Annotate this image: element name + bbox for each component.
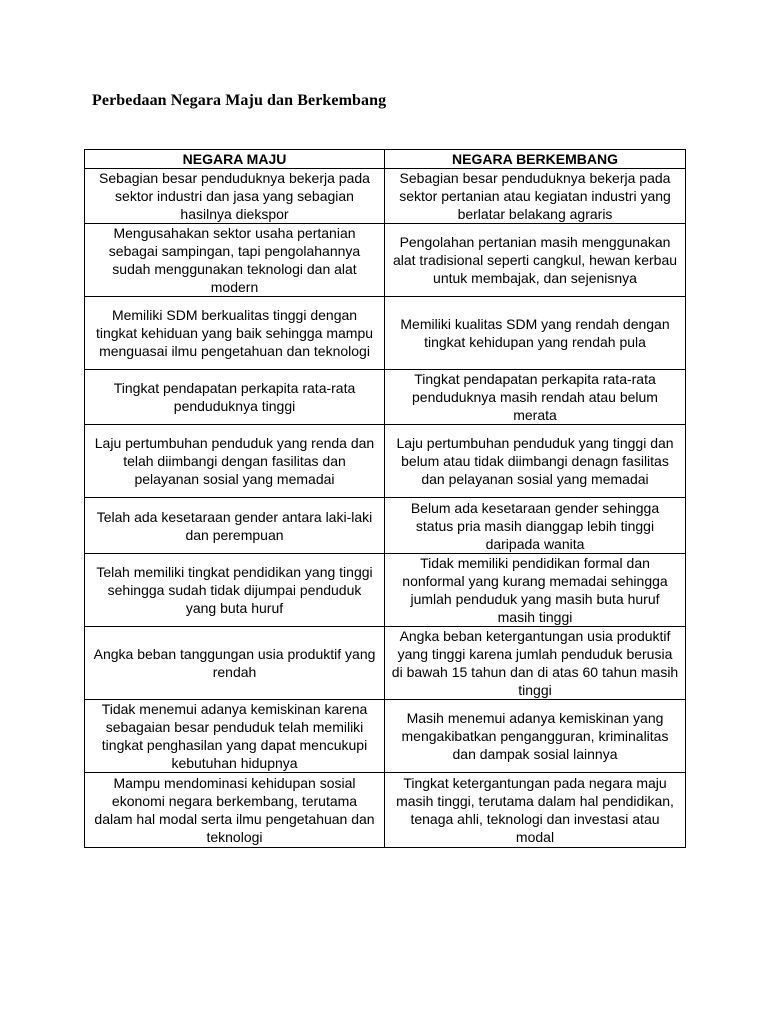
table-row [85, 773, 686, 848]
cell-negara-berkembang: Laju pertumbuhan penduduk yang tinggi dan belum atau tidak diimbangi denagn fasilitas dan pelayanan sosial yang memadai [385, 425, 686, 498]
cell-negara-berkembang: Masih menemui adanya kemiskinan yang mengakibatkan pengangguran, kriminalitas dan dampak sosial lainnya [385, 700, 686, 773]
table-row [85, 224, 686, 297]
column-header-negara-maju: NEGARA MAJU [85, 150, 385, 169]
cell-negara-berkembang: Tingkat ketergantungan pada negara maju masih tinggi, terutama dalam hal pendidikan, tenaga ahli, teknologi dan investasi atau modal [385, 773, 686, 848]
column-header-negara-berkembang: NEGARA BERKEMBANG [385, 150, 686, 169]
cell-negara-maju: Sebagian besar penduduknya bekerja pada sektor industri dan jasa yang sebagian hasilnya diekspor [85, 169, 385, 224]
document-title: Perbedaan Negara Maju dan Berkembang [92, 92, 387, 109]
cell-negara-maju: Telah ada kesetaraan gender antara laki-laki dan perempuan [85, 498, 385, 554]
cell-negara-maju: Mengusahakan sektor usaha pertanian sebagai sampingan, tapi pengolahannya sudah menggunakan teknologi dan alat modern [85, 224, 385, 297]
cell-negara-maju: Angka beban tanggungan usia produktif yang rendah [85, 627, 385, 700]
cell-negara-maju: Memiliki SDM berkualitas tinggi dengan tingkat kehiduan yang baik sehingga mampu menguasai ilmu pengetahuan dan teknologi [85, 297, 385, 370]
cell-negara-berkembang: Sebagian besar penduduknya bekerja pada sektor pertanian atau kegiatan industri yang berlatar belakang agraris [385, 169, 686, 224]
cell-negara-berkembang: Tidak memiliki pendidikan formal dan nonformal yang kurang memadai sehingga jumlah penduduk yang masih buta huruf masih tinggi [385, 554, 686, 627]
cell-negara-maju: Tingkat pendapatan perkapita rata-rata penduduknya tinggi [85, 370, 385, 425]
table-row [85, 169, 686, 224]
cell-negara-berkembang: Memiliki kualitas SDM yang rendah dengan tingkat kehidupan yang rendah pula [385, 297, 686, 370]
table-row [85, 554, 686, 627]
table-row [85, 425, 686, 498]
cell-negara-maju: Telah memiliki tingkat pendidikan yang tinggi sehingga sudah tidak dijumpai penduduk yang buta huruf [85, 554, 385, 627]
table-row [85, 297, 686, 370]
cell-negara-berkembang: Tingkat pendapatan perkapita rata-rata penduduknya masih rendah atau belum merata [385, 370, 686, 425]
cell-negara-maju: Laju pertumbuhan penduduk yang renda dan telah diimbangi dengan fasilitas dan pelayanan sosial yang memadai [85, 425, 385, 498]
table-row [85, 498, 686, 554]
table-row [85, 370, 686, 425]
cell-negara-berkembang: Belum ada kesetaraan gender sehingga status pria masih dianggap lebih tinggi daripada wanita [385, 498, 686, 554]
table-row [85, 700, 686, 773]
table-header-row [85, 150, 686, 169]
cell-negara-maju: Mampu mendominasi kehidupan sosial ekonomi negara berkembang, terutama dalam hal modal serta ilmu pengetahuan dan teknologi [85, 773, 385, 848]
comparison-table [84, 149, 686, 848]
cell-negara-maju: Tidak menemui adanya kemiskinan karena sebagaian besar penduduk telah memiliki tingkat penghasilan yang dapat mencukupi kebutuhan hidupnya [85, 700, 385, 773]
table-row [85, 627, 686, 700]
cell-negara-berkembang: Pengolahan pertanian masih menggunakan alat tradisional seperti cangkul, hewan kerbau untuk membajak, dan sejenisnya [385, 224, 686, 297]
cell-negara-berkembang: Angka beban ketergantungan usia produktif yang tinggi karena jumlah penduduk berusia di bawah 15 tahun dan di atas 60 tahun masih tinggi [385, 627, 686, 700]
